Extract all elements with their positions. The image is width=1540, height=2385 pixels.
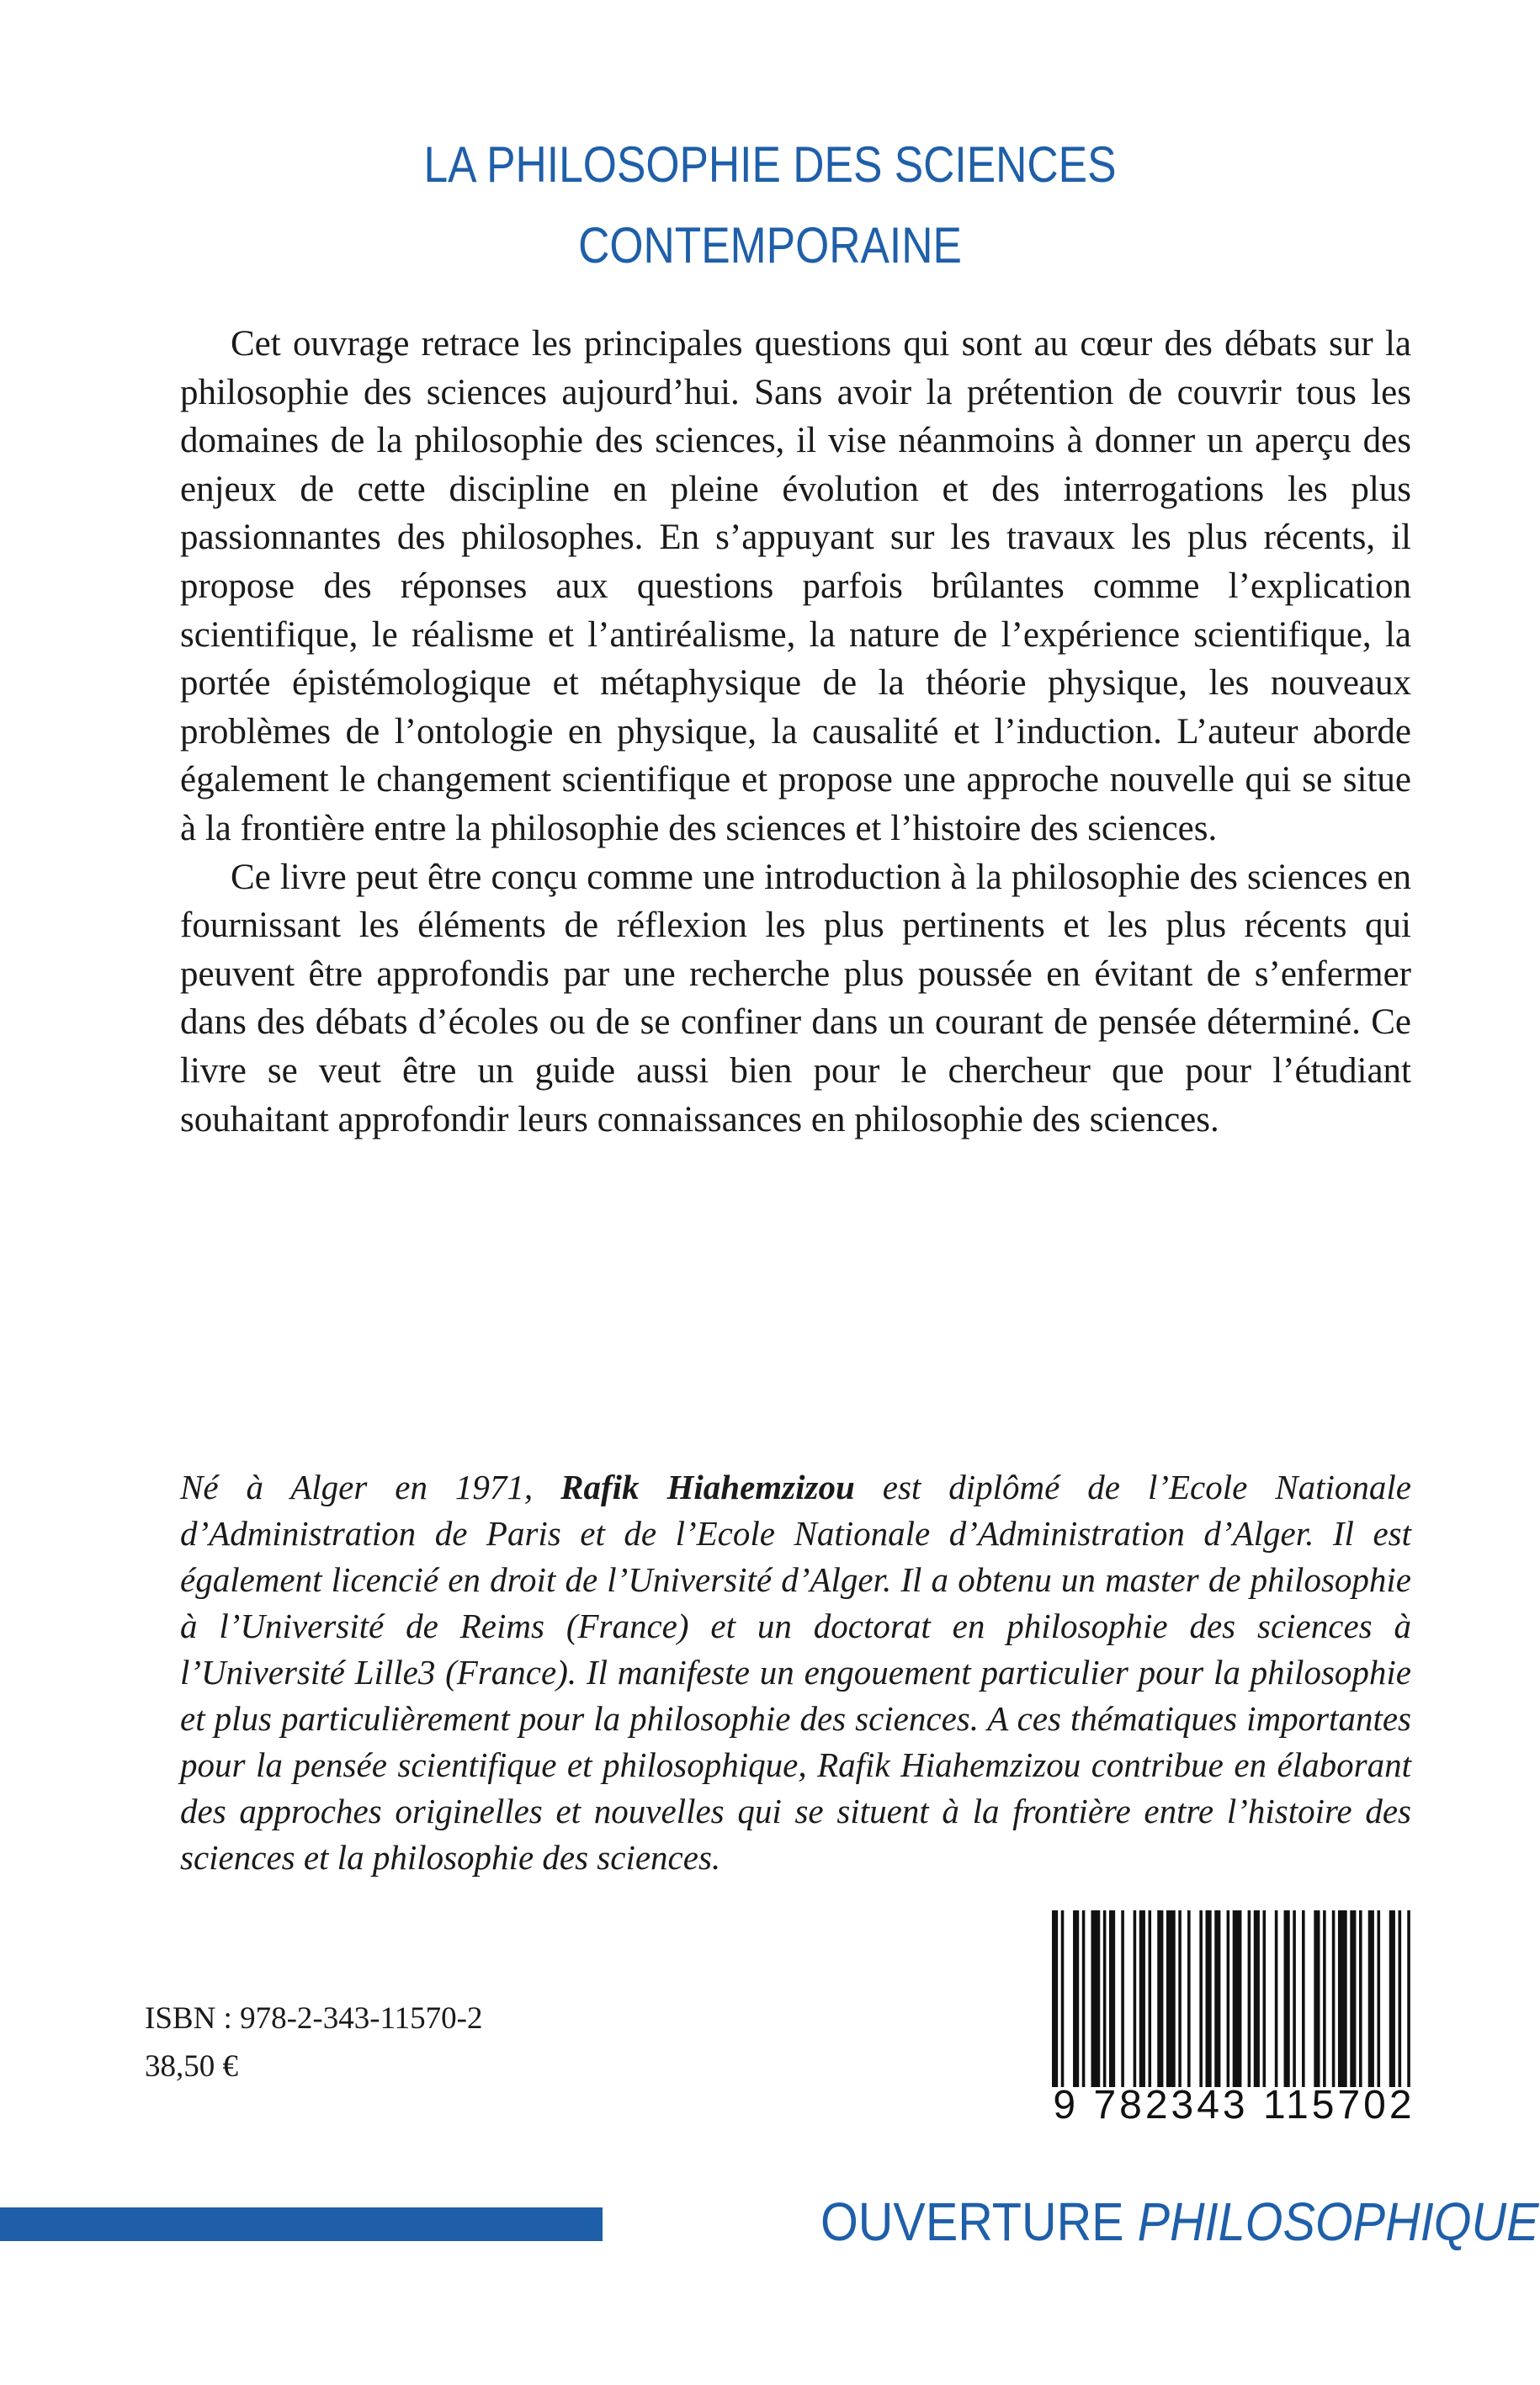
- price: 38,50 €: [145, 2049, 238, 2084]
- book-summary: [180, 320, 1411, 1144]
- barcode-bar: [1302, 1910, 1305, 2087]
- book-title-line-1: LA PHILOSOPHIE DES SCIENCES: [423, 136, 1117, 193]
- barcode-bar: [1407, 1910, 1410, 2087]
- barcode-bar: [1368, 1910, 1374, 2087]
- author-bio-text: est diplômé de l’Ecole Nationale d’Administration de Paris et de l’Ecole Nationale d’Administration d’Alger. Il est également licencié en droit de l’Université d’Alger. Il a obtenu un master de philosophie à l’Université de Reims (France) et un doctorat en philosophie des sciences à l’Université Lille3 (France). Il manifeste un engouement particulier pour la philosophie et plus particulièrement pour la philosophie des sciences. A ces thématiques importantes pour la pensée scientifique et philosophique, Rafik Hiahemzizou contribue en élaborant des approches originelles et nouvelles qui se situent à la frontière entre l’histoire des sciences et la philosophie des sciences.: [180, 1468, 1411, 1877]
- barcode-bar: [1284, 1910, 1290, 2087]
- barcode-bars: [1049, 1910, 1420, 2087]
- barcode-bar: [1350, 1910, 1356, 2087]
- barcode-bar: [1359, 1910, 1362, 2087]
- accent-bar: [0, 2207, 603, 2241]
- barcode-bar: [1149, 1910, 1152, 2087]
- book-title-line-2: CONTEMPORAINE: [578, 217, 962, 274]
- barcode-bar: [1399, 1910, 1402, 2087]
- barcode-bar: [1227, 1910, 1230, 2087]
- barcode-bar: [1323, 1910, 1326, 2087]
- summary-paragraph-1: Cet ouvrage retrace les principales questions qui sont au cœur des débats sur la philosophie des sciences aujourd’hui. Sans avoir la prétention de couvrir tous les domaines de la philosophie des sciences, il vise néanmoins à donner un aperçu des enjeux de cette discipline en pleine évolution et des interrogations les plus passionnantes des philosophes. En s’appuyant sur les travaux les plus récents, il propose des réponses aux questions parfois brûlantes comme l’explication scientifique, le réalisme et l’antiréalisme, la nature de l’expérience scientifique, la portée épistémologique et métaphysique de la théorie physique, les nouveaux problèmes de l’ontologie en physique, la causalité et l’induction. L’auteur aborde également le changement scientifique et propose une approche nouvelle qui se situe à la frontière entre la philosophie des sciences et l’histoire des sciences.: [180, 324, 1411, 848]
- barcode-bar: [1166, 1910, 1176, 2087]
- barcode-bar: [1082, 1910, 1086, 2087]
- barcode-bar: [1091, 1910, 1101, 2087]
- barcode-bar: [1377, 1910, 1380, 2087]
- barcode-bar: [1263, 1910, 1267, 2087]
- barcode-bar: [1233, 1910, 1242, 2087]
- author-name: Rafik Hiahemzizou: [560, 1468, 855, 1506]
- barcode-bar: [1199, 1910, 1203, 2087]
- collection-name-part-2: PHILOSOPHIQUE: [1137, 2191, 1539, 2252]
- collection-name: [820, 2188, 1539, 2255]
- barcode-bar: [1139, 1910, 1145, 2087]
- book-title: [108, 125, 1432, 286]
- barcode-bar: [1061, 1910, 1065, 2087]
- barcode-bar: [1103, 1910, 1107, 2087]
- author-bio: [180, 1464, 1411, 1881]
- barcode-bar: [1389, 1910, 1395, 2087]
- barcode-bar: [1134, 1910, 1137, 2087]
- summary-paragraph-2: Ce livre peut être conçu comme une introduction à la philosophie des sciences en fournissant les éléments de réflexion les plus pertinents et les plus récents qui peuvent être approfondis par une recherche plus poussée en évitant de s’enfermer dans des débats d’écoles ou de se confiner dans un courant de pensée déterminé. Ce livre se veut être un guide aussi bien pour le chercheur que pour l’étudiant souhaitant approfondir leurs connaissances en philosophie des sciences.: [180, 857, 1411, 1139]
- barcode-bar: [1187, 1910, 1191, 2087]
- barcode-bar: [1214, 1910, 1220, 2087]
- author-bio-prefix: Né à Alger en 1971,: [180, 1468, 561, 1506]
- barcode-bar: [1178, 1910, 1182, 2087]
- collection-name-part-1: OUVERTURE: [820, 2191, 1138, 2252]
- barcode-bar: [1109, 1910, 1115, 2087]
- barcode-digits: 9 782343 115702: [1053, 2083, 1415, 2127]
- barcode-bar: [1314, 1910, 1320, 2087]
- barcode-bar: [1121, 1910, 1124, 2087]
- barcode-bar: [1254, 1910, 1260, 2087]
- isbn: ISBN : 978-2-343-11570-2: [145, 2001, 483, 2036]
- barcode-bar: [1332, 1910, 1336, 2087]
- barcode-bar: [1248, 1910, 1251, 2087]
- barcode-bar: [1275, 1910, 1278, 2087]
- barcode-bar: [1073, 1910, 1079, 2087]
- barcode-bar: [1206, 1910, 1212, 2087]
- barcode-bar: [1338, 1910, 1347, 2087]
- barcode-bar: [1293, 1910, 1296, 2087]
- barcode: [1049, 1910, 1420, 2129]
- barcode-bar: [1157, 1910, 1163, 2087]
- barcode-bar: [1052, 1910, 1058, 2087]
